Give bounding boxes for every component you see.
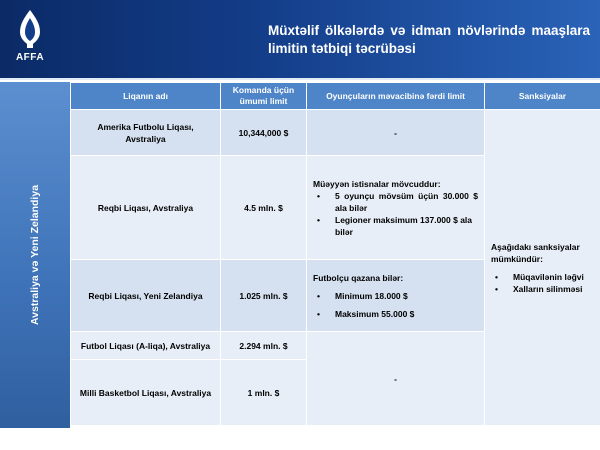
logo-text: AFFA [15, 52, 45, 63]
header-team-limit: Komanda üçün ümumi limit [221, 83, 307, 110]
table-row [71, 110, 600, 156]
individual-limit-cell: - [307, 332, 485, 426]
individual-limit-cell: - [307, 110, 485, 156]
page-title: Müxtəlif ölkələrdə və idman növlərində maaşlara limitin tətbiqi təcrübəsi [268, 23, 590, 56]
team-limit-cell: 1.025 mln. $ [221, 260, 307, 332]
salary-limits-table [70, 82, 600, 426]
header-individual-limit: Oyunçuların məvacibinə fərdi limit [307, 83, 485, 110]
team-limit-cell: 1 mln. $ [221, 360, 307, 426]
individual-limit-list [313, 190, 478, 238]
team-limit-cell: 10,344,000 $ [221, 110, 307, 156]
individual-limit-intro: Futbolçu qazana bilər: [313, 272, 404, 283]
individual-limit-list [313, 290, 478, 320]
team-limit-cell: 2.294 mln. $ [221, 332, 307, 360]
header-league-name: Liqanın adı [71, 83, 221, 110]
list-item: • Xalların silinməsi [491, 283, 594, 295]
header-divider [0, 78, 600, 80]
league-name-cell: Milli Basketbol Liqası, Avstraliya [71, 360, 221, 426]
table-header-row [71, 83, 600, 110]
list-item: • Maksimum 55.000 $ [313, 308, 478, 320]
list-item: • Legioner maksimum 137.000 $ ala bilər [313, 214, 478, 238]
slide-header [0, 0, 600, 78]
side-region-label [0, 82, 70, 428]
league-name-cell: Reqbi Liqası, Yeni Zelandiya [71, 260, 221, 332]
league-name-cell: Reqbi Liqası, Avstraliya [71, 156, 221, 260]
league-name-cell: Futbol Liqası (A-liqa), Avstraliya [71, 332, 221, 360]
league-name-cell: Amerika Futbolu Liqası, Avstraliya [71, 110, 221, 156]
sanctions-intro: Aşağıdakı sanksiyalar mümkündür: [491, 241, 580, 264]
sanctions-list [491, 271, 594, 295]
list-item: • 5 oyunçu mövsüm üçün 30.000 $ ala bilər [313, 190, 478, 214]
individual-limit-cell [307, 156, 485, 260]
individual-limit-cell [307, 260, 485, 332]
individual-limit-intro: Müəyyən istisnalar mövcuddur: [313, 178, 441, 189]
list-item: • Minimum 18.000 $ [313, 290, 478, 302]
side-label-text: Avstraliya və Yeni Zelandiya [29, 184, 41, 326]
list-item: • Müqavilənin ləğvi [491, 271, 594, 283]
header-sanctions: Sanksiyalar [485, 83, 600, 110]
sanctions-cell [485, 110, 600, 426]
team-limit-cell: 4.5 mln. $ [221, 156, 307, 260]
